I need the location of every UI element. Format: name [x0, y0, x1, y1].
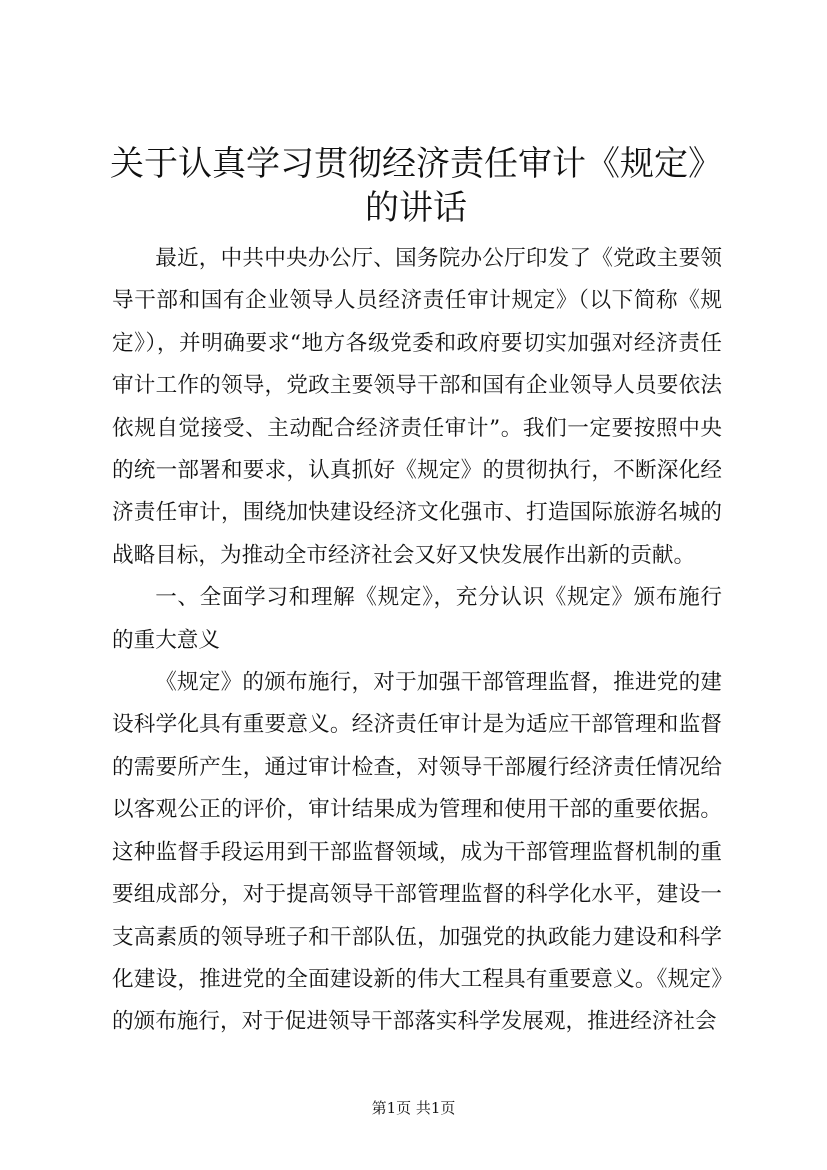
page-number: 第1页 共1页: [371, 1099, 456, 1117]
section-heading-1: 一、全面学习和理解《规定》，充分认识《规定》颁布施行的重大意义: [112, 585, 722, 653]
document-body: [112, 238, 722, 1044]
paragraph-significance: 《规定》的颁布施行，对于加强干部管理监督，推进党的建设科学化具有重要意义。经济责任审计是为适应干部管理和监督的需要所产生，通过审计检查，对领导干部履行经济责任情况给以客观公正的评价，审计结果成为管理和使用干部的重要依据。这种监督手段运用到干部监督领域，成为干部管理监督机制的重要组成部分，对于提高领导干部管理监督的科学化水平，建设一支高素质的领导班子和干部队伍，加强党的执政能力建设和科学化建设，推进党的全面建设新的伟大工程具有重要意义。《规定》的颁布施行，对于促进领导干部落实科学发展观，推进经济社会: [112, 670, 722, 1035]
paragraph-intro: 最近，中共中央办公厅、国务院办公厅印发了《党政主要领导干部和国有企业领导人员经济责任审计规定》（以下简称《规定》），并明确要求“地方各级党委和政府要切实加强对经济责任审计工作的领导，党政主要领导干部和国有企业领导人员要依法依规自觉接受、主动配合经济责任审计”。我们一定要按照中央的统一部署和要求，认真抓好《规定》的贯彻执行，不断深化经济责任审计，围绕加快建设经济文化强市、打造国际旅游名城的战略目标，为推动全市经济社会又好又快发展作出新的贡献。: [112, 246, 722, 568]
document-title: 关于认真学习贯彻经济责任审计《规定》的讲话: [110, 144, 722, 228]
